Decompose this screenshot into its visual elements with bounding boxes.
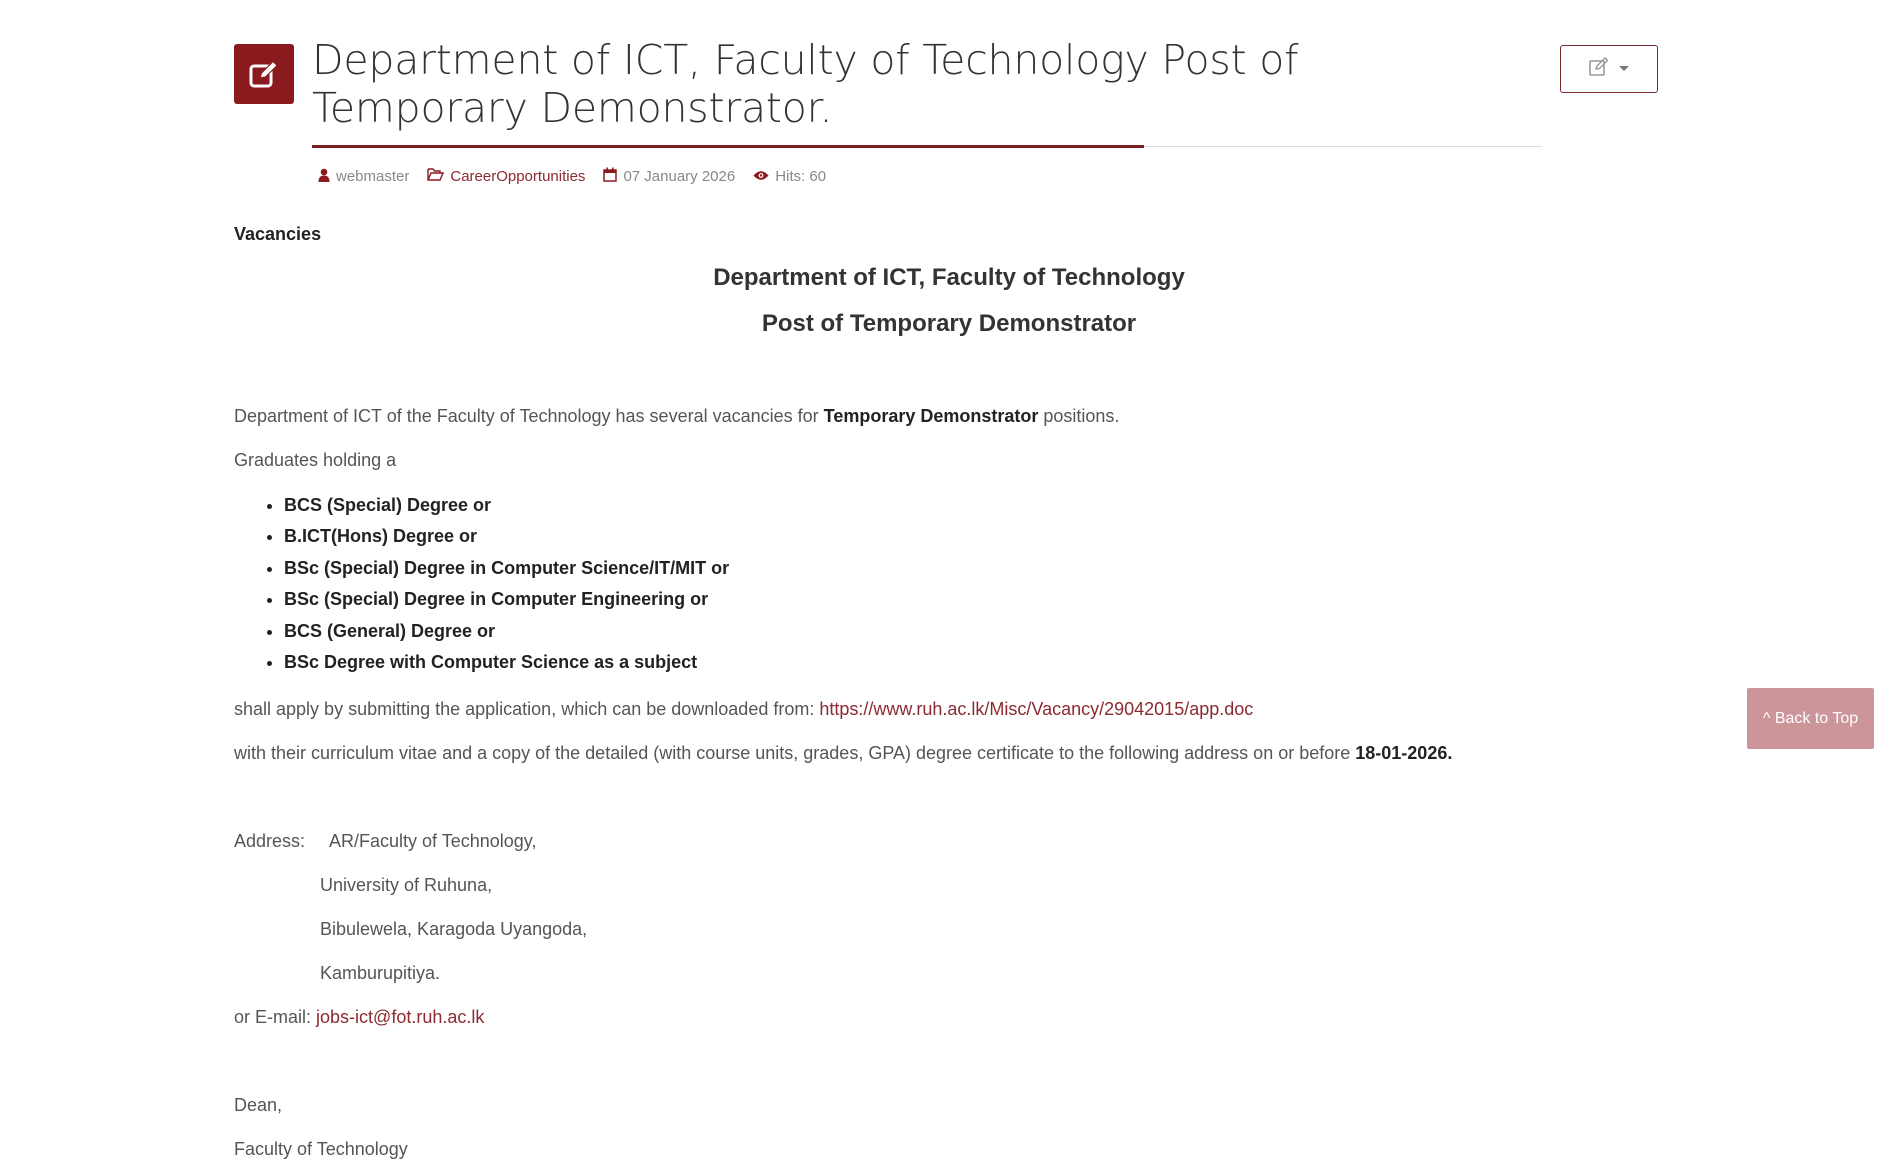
hits-count: Hits: 60 [775, 168, 827, 185]
meta-author [318, 168, 409, 186]
intro-suffix: positions. [1043, 406, 1120, 426]
application-download-link[interactable]: https://www.ruh.ac.lk/Misc/Vacancy/29042015/app.doc [819, 699, 1254, 719]
meta-category [427, 168, 585, 185]
signature-faculty: Faculty of Technology [234, 1139, 408, 1159]
degree-list [234, 490, 729, 678]
calendar-icon [603, 167, 617, 186]
title-divider [312, 146, 1542, 147]
list-item: • B.ICT(Hons) Degree or [284, 521, 729, 552]
intro-text: Department of ICT of the Faculty of Technology has several vacancies for [234, 406, 819, 426]
apply-paragraph [234, 699, 1253, 720]
folder-open-icon [427, 168, 444, 185]
caret-down-icon [1618, 60, 1630, 78]
address-line: Kamburupitiya. [320, 963, 441, 983]
list-item: • BCS (Special) Degree or [284, 490, 729, 521]
apply-text: shall apply by submitting the application, which can be downloaded from: [234, 699, 815, 719]
deadline-date: 18-01-2026. [1355, 743, 1453, 763]
publish-date: 07 January 2026 [623, 168, 736, 185]
body-heading-department: Department of ICT, Faculty of Technology [713, 264, 1185, 291]
meta-date [603, 167, 735, 186]
cv-text: with their curriculum vitae and a copy of the detailed (with course units, grades, GPA) degree certificate to the following address on or before [234, 743, 1351, 763]
email-paragraph [234, 1007, 484, 1028]
intro-position: Temporary Demonstrator [823, 406, 1039, 426]
cv-paragraph [234, 743, 1452, 764]
eye-icon [753, 168, 769, 185]
list-item: • BCS (General) Degree or [284, 616, 729, 647]
email-label: or E-mail: [234, 1007, 312, 1027]
article-title: Department of ICT, Faculty of Technology Post of Temporary Demonstrator. [312, 36, 1299, 132]
address-line: AR/Faculty of Technology, [329, 831, 537, 851]
graduates-line: Graduates holding a [234, 450, 397, 470]
article-meta [318, 167, 826, 186]
user-icon [318, 168, 330, 186]
edit-icon [1588, 57, 1610, 82]
edit-square-icon [234, 44, 294, 104]
address-line: Bibulewela, Karagoda Uyangoda, [320, 919, 588, 939]
author-name: webmaster [336, 168, 410, 185]
email-link[interactable]: jobs-ict@fot.ruh.ac.lk [316, 1007, 485, 1027]
article-edit-button[interactable] [1560, 45, 1658, 93]
body-heading-post: Post of Temporary Demonstrator [761, 310, 1137, 337]
section-label: Vacancies [234, 224, 322, 244]
list-item: • BSc Degree with Computer Science as a subject [284, 647, 729, 678]
meta-hits [753, 168, 826, 185]
back-to-top-button[interactable]: ^ Back to Top [1747, 688, 1874, 749]
intro-paragraph [234, 406, 1119, 427]
signature-title: Dean, [234, 1095, 283, 1115]
address-line: University of Ruhuna, [320, 875, 493, 895]
address-label: Address: [234, 831, 306, 851]
list-item: • BSc (Special) Degree in Computer Engineering or [284, 584, 729, 615]
list-item: • BSc (Special) Degree in Computer Science/IT/MIT or [284, 553, 729, 584]
category-link[interactable]: CareerOpportunities [450, 168, 586, 185]
